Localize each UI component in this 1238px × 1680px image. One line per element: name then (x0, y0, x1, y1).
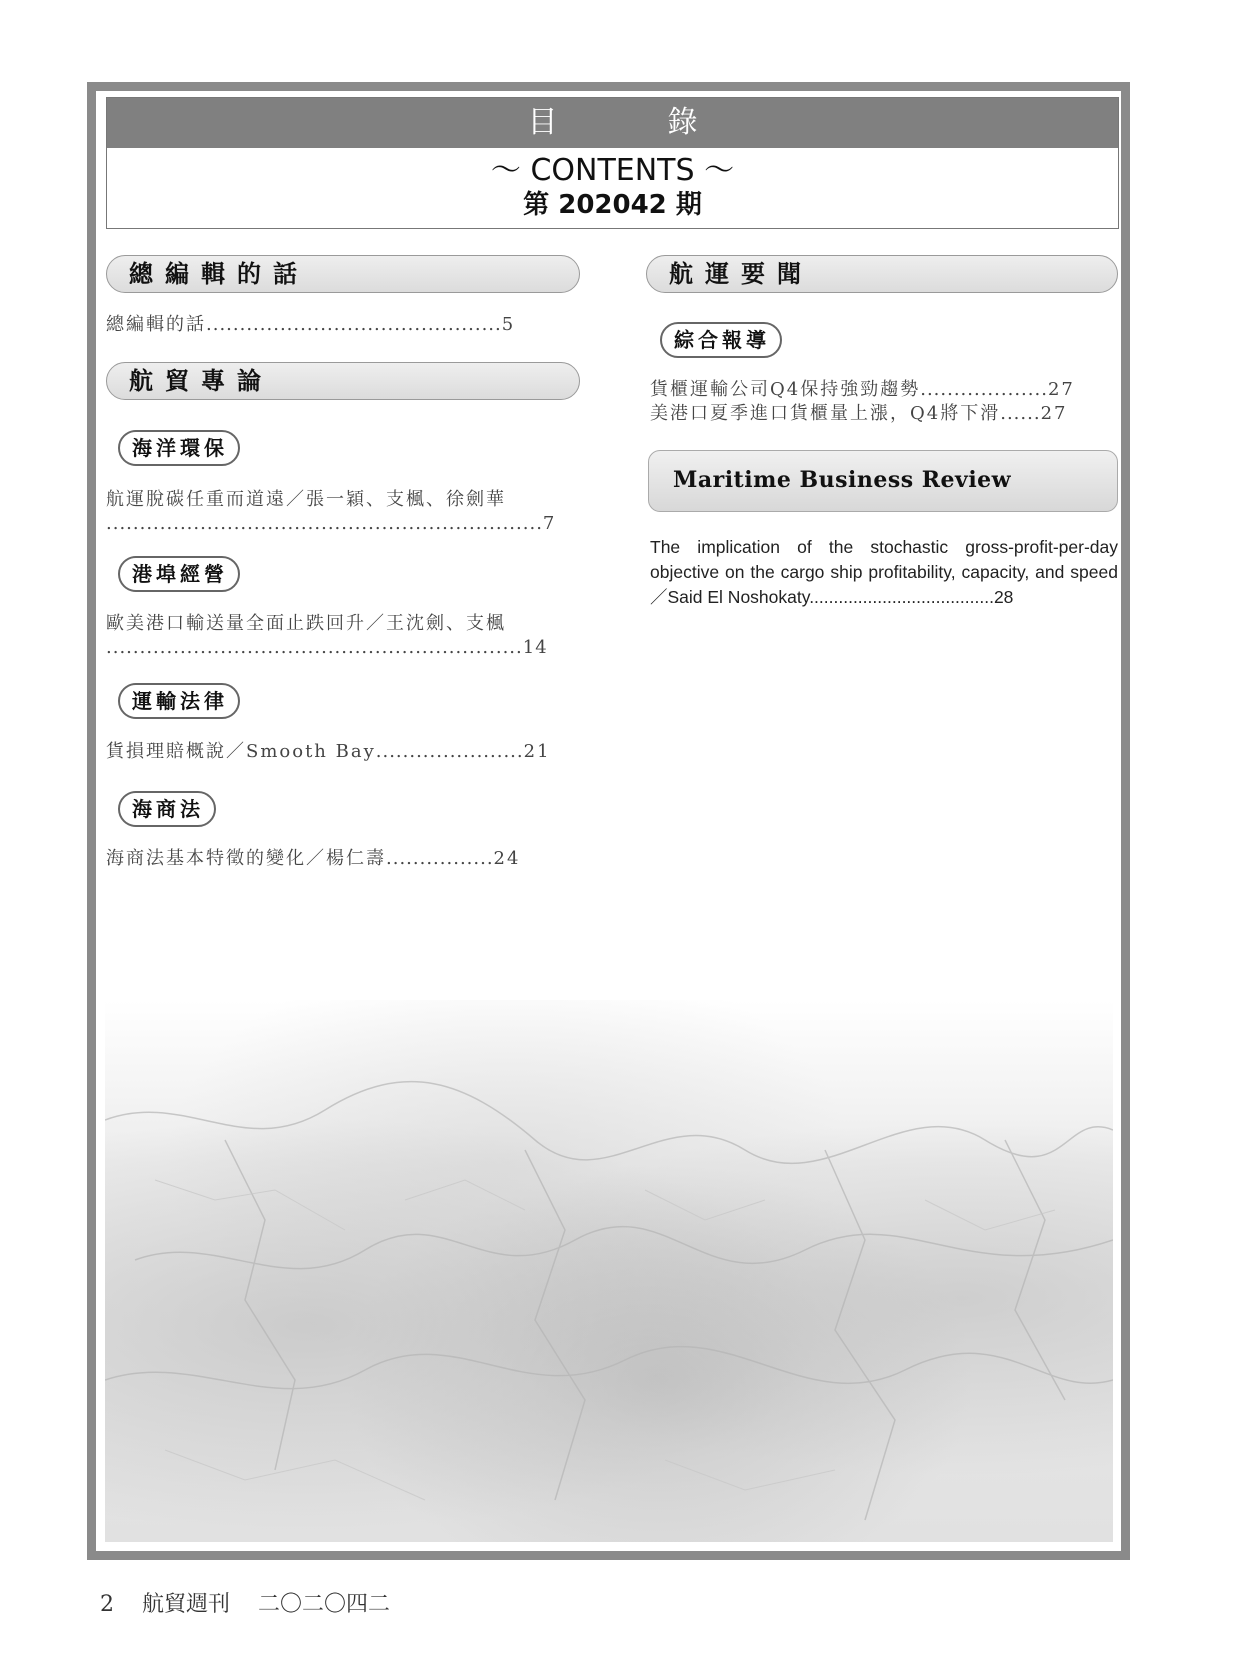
toc-entry-decarbonization[interactable] (106, 488, 555, 536)
entry-dots: ...... (1000, 403, 1041, 424)
entry-page: 27 (1040, 403, 1068, 424)
entry-title: 總編輯的話 (106, 314, 206, 335)
page-footer (100, 1587, 418, 1618)
tag-port-operation: 港埠經營 (118, 556, 240, 592)
tag-maritime-law: 海商法 (118, 791, 216, 827)
entry-title: 歐美港口輸送量全面止跌回升／王沈劍、支楓 (106, 613, 506, 634)
toc-entry-us-imports[interactable] (650, 402, 1067, 426)
contents-header (106, 97, 1119, 229)
tag-marine-environment: 海洋環保 (118, 430, 240, 466)
mbr-title: Maritime Business Review (673, 467, 1012, 493)
section-editor: 總編輯的話 (106, 255, 580, 293)
toc-entry-container-q4[interactable] (650, 378, 1075, 402)
toc-entry-mbr-article[interactable]: The implication of the stochastic gross-profit-per-day objective on the cargo ship profitability, capacity, and speed／Said El Noshokaty......................................28 (650, 537, 1118, 607)
toc-entry-editor[interactable] (106, 313, 515, 337)
entry-title: 貨櫃運輸公司Q4保持強勁趨勢 (650, 379, 921, 400)
toc-entry-port-throughput[interactable] (106, 612, 548, 660)
header-subtitle: ～ CONTENTS ～ (490, 153, 735, 188)
entry-dots: ............................................ (206, 314, 502, 335)
entry-page: 5 (501, 314, 516, 335)
toc-entry-maritime-law[interactable] (106, 847, 520, 871)
marble-veins (105, 1000, 1113, 1542)
toc-entry-cargo-claims[interactable] (106, 740, 551, 764)
entry-page: 27 (1047, 379, 1075, 400)
entry-page: 21 (523, 741, 551, 762)
entry-dots: ...................... (375, 741, 524, 762)
publication-name: 航貿週刊 (142, 1592, 231, 1617)
entry-dots: ................ (386, 848, 494, 869)
section-shipping-news: 航運要聞 (646, 255, 1118, 293)
entry-dots-page: ..............................................................14 (106, 637, 548, 658)
entry-title: 美港口夏季進口貨櫃量上漲，Q4將下滑 (650, 403, 1001, 424)
page-number: 2 (100, 1592, 114, 1617)
section-shipping-trade: 航貿專論 (106, 362, 580, 400)
entry-title: 航運脫碳任重而道遠／張一穎、支楓、徐劍華 (106, 489, 506, 510)
entry-title: 貨損理賠概說／Smooth Bay (106, 741, 376, 762)
issue-number: 第 202042 期 (523, 190, 702, 220)
issue-code: 二〇二〇四二 (258, 1592, 391, 1617)
tag-transport-law: 運輸法律 (118, 683, 240, 719)
entry-page: 24 (493, 848, 521, 869)
entry-dots-page: .................................................................7 (106, 513, 556, 534)
entry-title: 海商法基本特徵的變化／楊仁壽 (106, 848, 386, 869)
marble-background (105, 1000, 1113, 1542)
header-title: 目 錄 (107, 98, 1118, 148)
entry-dots: ................... (920, 379, 1048, 400)
tag-comprehensive-report: 綜合報導 (660, 322, 782, 358)
section-maritime-business-review (648, 450, 1118, 512)
